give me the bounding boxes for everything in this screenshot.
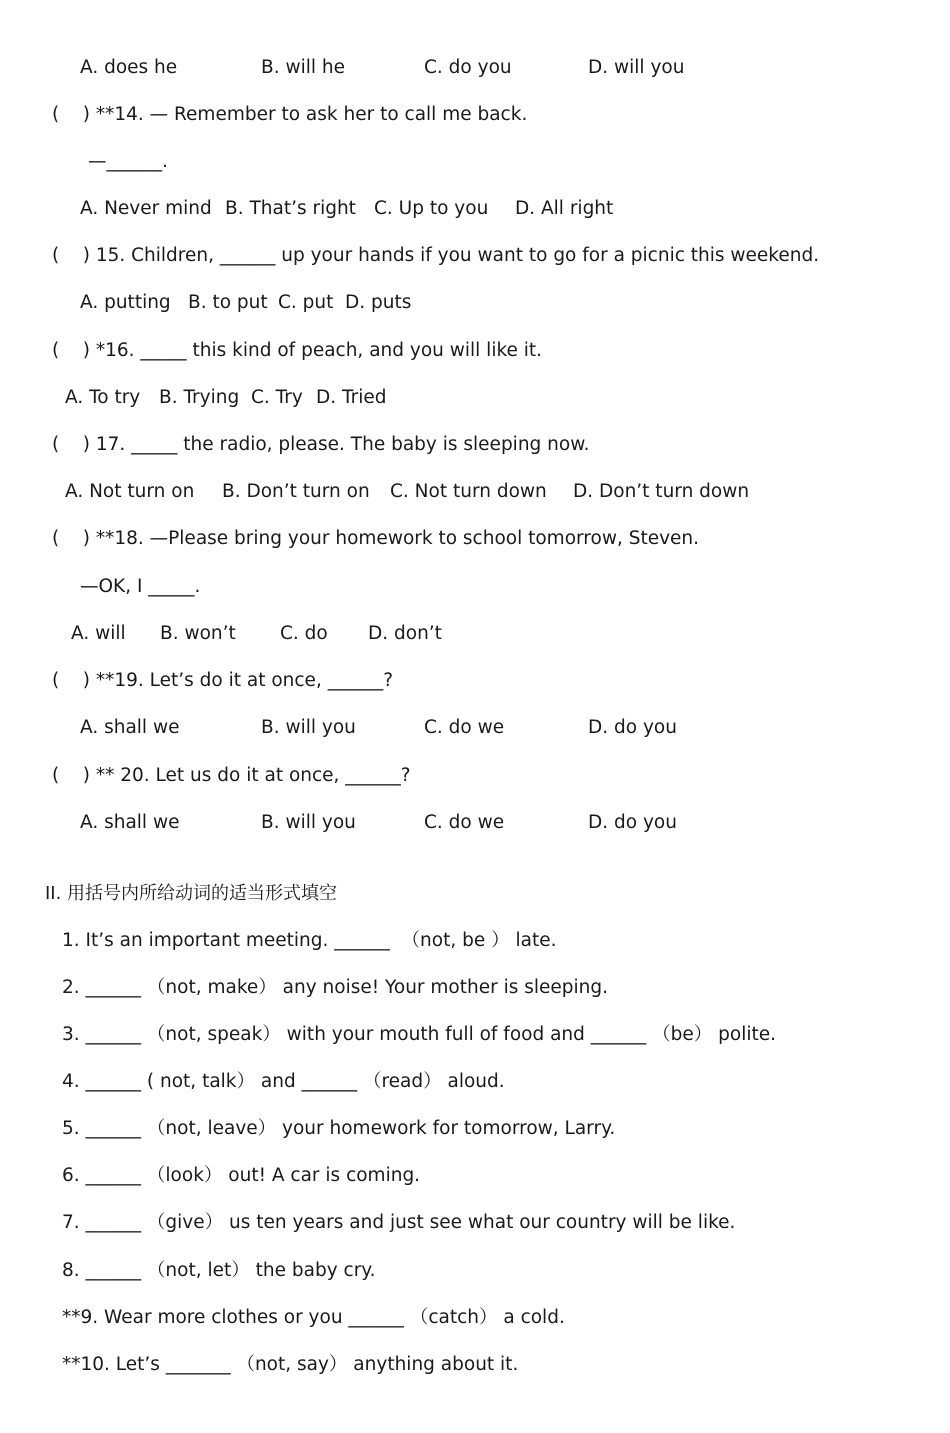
q17-option-b: B. Don’t turn on — [222, 481, 370, 502]
q16-stem: ( ) *16. _____ this kind of peach, and you will like it. — [52, 340, 543, 361]
q18-stem: ( ) **18. —Please bring your homework to school tomorrow, Steven. — [52, 528, 700, 549]
q20-option-d: D. do you — [588, 812, 677, 833]
q19-option-c: C. do we — [424, 717, 505, 738]
q18-answer-line: —OK, I _____. — [80, 576, 201, 597]
q18-option-a: A. will — [71, 623, 126, 644]
section-2-item-1: 1. It’s an important meeting. ______ （not, be ） late. — [62, 930, 557, 951]
q16-option-c: C. Try — [251, 387, 303, 408]
section-2-item-7: 7. ______ （give） us ten years and just see what our country will be like. — [62, 1212, 736, 1233]
q15-option-c: C. put — [278, 292, 334, 313]
section-2-item-6: 6. ______ （look） out! A car is coming. — [62, 1165, 421, 1186]
section-2-title: II. 用括号内所给动词的适当形式填空 — [45, 883, 338, 904]
q18-option-d: D. don’t — [368, 623, 442, 644]
q14-answer-line: —______. — [88, 151, 168, 172]
q20-option-c: C. do we — [424, 812, 505, 833]
q17-stem: ( ) 17. _____ the radio, please. The baby is sleeping now. — [52, 434, 590, 455]
q20-stem: ( ) ** 20. Let us do it at once, ______? — [52, 765, 411, 786]
q13-option-b: B. will he — [261, 57, 345, 78]
q20-option-b: B. will you — [261, 812, 356, 833]
q16-option-d: D. Tried — [316, 387, 387, 408]
q17-option-d: D. Don’t turn down — [573, 481, 750, 502]
q15-option-a: A. putting — [80, 292, 171, 313]
q19-option-a: A. shall we — [80, 717, 180, 738]
q15-option-b: B. to put — [188, 292, 268, 313]
q15-option-d: D. puts — [345, 292, 412, 313]
q19-option-b: B. will you — [261, 717, 356, 738]
q14-stem: ( ) **14. — Remember to ask her to call me back. — [52, 104, 528, 125]
q14-option-b: B. That’s right — [225, 198, 356, 219]
q18-option-c: C. do — [280, 623, 328, 644]
q20-option-a: A. shall we — [80, 812, 180, 833]
q17-option-c: C. Not turn down — [390, 481, 547, 502]
q14-option-c: C. Up to you — [374, 198, 489, 219]
q14-option-a: A. Never mind — [80, 198, 212, 219]
q13-option-d: D. will you — [588, 57, 685, 78]
q17-option-a: A. Not turn on — [65, 481, 195, 502]
q14-option-d: D. All right — [515, 198, 614, 219]
q18-option-b: B. won’t — [160, 623, 236, 644]
section-2-item-4: 4. ______ ( not, talk） and ______ （read） aloud. — [62, 1071, 505, 1092]
section-2-item-10: **10. Let’s _______ （not, say） anything about it. — [62, 1354, 519, 1375]
section-2-item-9: **9. Wear more clothes or you ______ （catch） a cold. — [62, 1307, 565, 1328]
q16-option-b: B. Trying — [159, 387, 240, 408]
q15-stem: ( ) 15. Children, ______ up your hands if you want to go for a picnic this weekend. — [52, 245, 820, 266]
section-2-item-2: 2. ______ （not, make） any noise! Your mother is sleeping. — [62, 977, 609, 998]
section-2-item-5: 5. ______ （not, leave） your homework for tomorrow, Larry. — [62, 1118, 616, 1139]
q13-option-c: C. do you — [424, 57, 512, 78]
q19-stem: ( ) **19. Let’s do it at once, ______? — [52, 670, 394, 691]
q16-option-a: A. To try — [65, 387, 141, 408]
q19-option-d: D. do you — [588, 717, 677, 738]
q13-option-a: A. does he — [80, 57, 178, 78]
section-2-item-3: 3. ______ （not, speak） with your mouth full of food and ______ （be） polite. — [62, 1024, 777, 1045]
section-2-item-8: 8. ______ （not, let） the baby cry. — [62, 1260, 376, 1281]
